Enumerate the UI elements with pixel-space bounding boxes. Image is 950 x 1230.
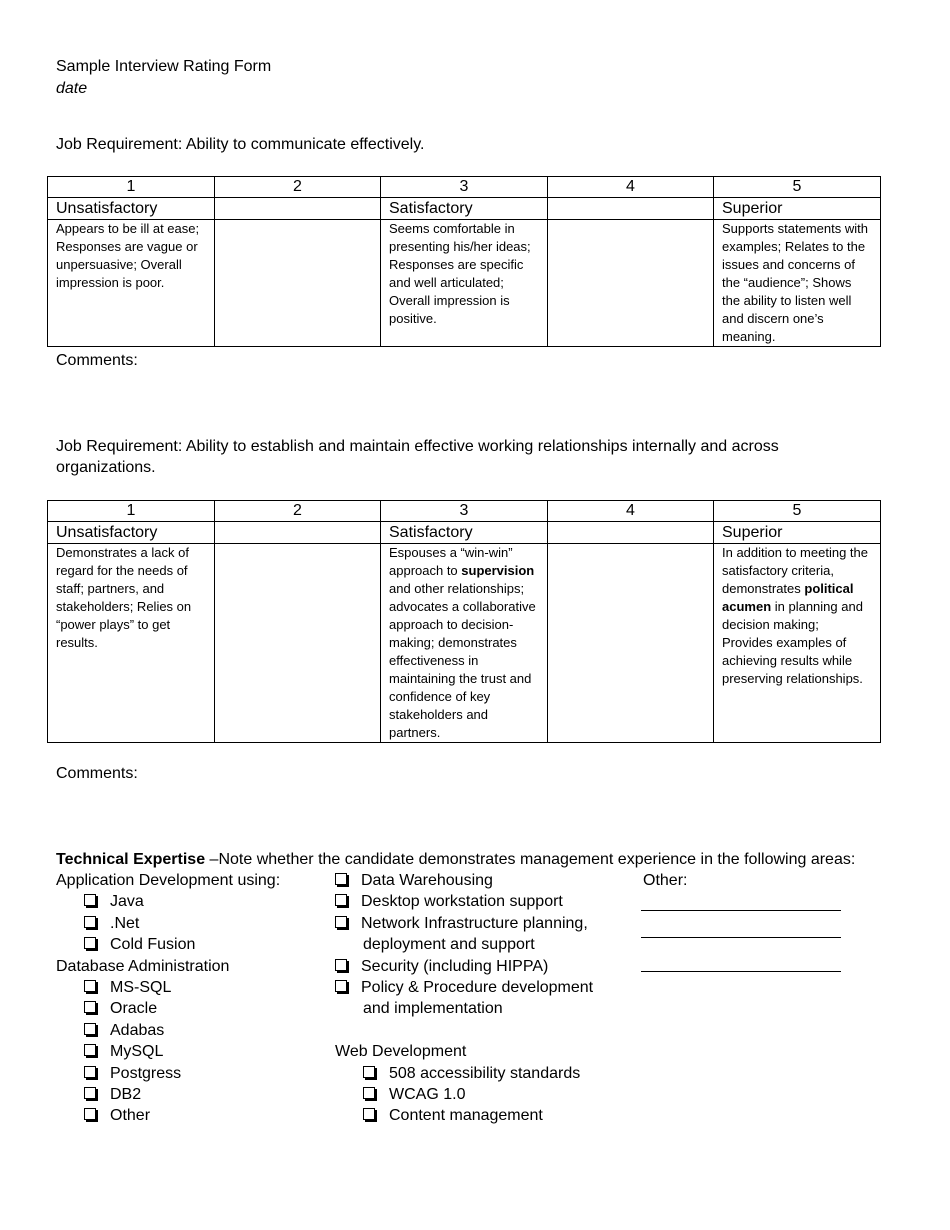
level-unsatisfactory: Unsatisfactory — [48, 198, 215, 220]
checkbox-item-java[interactable] — [56, 891, 280, 912]
checkbox-icon[interactable] — [335, 873, 347, 885]
checkbox-item-postgress[interactable] — [56, 1063, 280, 1084]
checkbox-item-oracle[interactable] — [56, 998, 280, 1019]
checkbox-item-other-db[interactable] — [56, 1105, 280, 1126]
checkbox-label: Postgress — [110, 1064, 182, 1082]
tech-column-1 — [56, 870, 280, 1127]
scale-row — [48, 177, 881, 198]
scale-row — [48, 501, 881, 522]
scale-1[interactable]: 1 — [48, 177, 215, 198]
checkbox-label: 508 accessibility standards — [389, 1064, 581, 1082]
scale-5[interactable]: 5 — [714, 501, 881, 522]
checkbox-label-continued: deployment and support — [363, 936, 535, 954]
checkbox-label: MS-SQL — [110, 978, 172, 996]
web-dev-label: Web Development — [335, 1043, 467, 1061]
other-blank-line-2[interactable] — [641, 937, 841, 938]
level-satisfactory: Satisfactory — [381, 198, 548, 220]
description-row — [48, 544, 881, 743]
desc-text: Espouses a “win-win” approach to — [389, 545, 513, 578]
checkbox-label: .Net — [110, 914, 140, 932]
level-blank-4 — [548, 198, 714, 220]
checkbox-icon[interactable] — [84, 1066, 96, 1078]
desc-bold-text: supervision — [461, 563, 535, 578]
checkbox-item-network[interactable] — [335, 913, 593, 934]
checkbox-item-cold-fusion[interactable] — [56, 934, 280, 955]
desc-satisfactory: Seems comfortable in presenting his/her ideas; Responses are specific and well articulated; Overall impression is positive. — [381, 220, 548, 347]
checkbox-item-data-warehousing[interactable] — [335, 870, 593, 891]
desc-blank-2 — [215, 220, 381, 347]
checkbox-item-wcag[interactable] — [335, 1084, 593, 1105]
desc-unsatisfactory: Demonstrates a lack of regard for the needs of staff; partners, and stakeholders; Relies on “power plays” to get results. — [48, 544, 215, 743]
checkbox-label: Policy & Procedure development — [361, 978, 594, 996]
checkbox-label: Cold Fusion — [110, 936, 196, 954]
checkbox-icon[interactable] — [84, 937, 96, 949]
job-requirement-1: Job Requirement: Ability to communicate effectively. — [56, 136, 425, 153]
scale-2[interactable]: 2 — [215, 501, 381, 522]
rating-table-communication — [47, 176, 881, 347]
desc-unsatisfactory: Appears to be ill at ease; Responses are vague or unpersuasive; Overall impression is poor. — [48, 220, 215, 347]
checkbox-label: Oracle — [110, 1000, 158, 1018]
scale-3[interactable]: 3 — [381, 501, 548, 522]
checkbox-label: WCAG 1.0 — [389, 1085, 466, 1103]
checkbox-icon[interactable] — [84, 1023, 96, 1035]
comments-label-2: Comments: — [56, 765, 138, 782]
form-title: Sample Interview Rating Form — [56, 58, 272, 75]
level-satisfactory: Satisfactory — [381, 522, 548, 544]
desc-superior — [714, 544, 881, 743]
desc-text: and other relationships; advocates a collaborative approach to decision-making; demonstrates effectiveness in maintaining the trust and confidence of key stakeholders and partners. — [389, 581, 536, 740]
checkbox-item-security[interactable] — [335, 956, 593, 977]
checkbox-icon[interactable] — [84, 894, 96, 906]
level-superior: Superior — [714, 198, 881, 220]
checkbox-item-ms-sql[interactable] — [56, 977, 280, 998]
app-dev-label: Application Development using: — [56, 872, 281, 889]
checkbox-label-continued: and implementation — [363, 1000, 503, 1018]
other-blank-line-1[interactable] — [641, 910, 841, 911]
tech-column-3 — [643, 870, 687, 891]
desc-superior: Supports statements with examples; Relates to the issues and concerns of the “audience”; Shows the ability to listen well and discern one’s meaning. — [714, 220, 881, 347]
tech-column-2 — [335, 870, 593, 1127]
technical-expertise-note: –Note whether the candidate demonstrates management experience in the following areas: — [205, 851, 856, 868]
db-admin-label: Database Administration — [56, 957, 230, 975]
desc-blank-2 — [215, 544, 381, 743]
checkbox-icon[interactable] — [84, 1087, 96, 1099]
checkbox-item-db2[interactable] — [56, 1084, 280, 1105]
checkbox-icon[interactable] — [335, 916, 347, 928]
checkbox-icon[interactable] — [335, 894, 347, 906]
checkbox-icon[interactable] — [363, 1066, 375, 1078]
technical-expertise-heading — [56, 849, 855, 870]
checkbox-label: Content management — [389, 1107, 543, 1125]
desc-blank-4 — [548, 220, 714, 347]
checkbox-label: Adabas — [110, 1021, 165, 1039]
other-label: Other: — [643, 872, 688, 889]
scale-1[interactable]: 1 — [48, 501, 215, 522]
desc-bold-text: political acumen — [722, 581, 854, 614]
checkbox-item-508[interactable] — [335, 1063, 593, 1084]
checkbox-item-mysql[interactable] — [56, 1041, 280, 1062]
comments-label-1: Comments: — [56, 352, 138, 369]
technical-expertise-title: Technical Expertise — [56, 851, 206, 868]
checkbox-icon[interactable] — [335, 959, 347, 971]
checkbox-label: Other — [110, 1107, 151, 1125]
checkbox-label: Security (including HIPPA) — [361, 957, 549, 975]
checkbox-icon[interactable] — [335, 980, 347, 992]
form-date: date — [56, 80, 88, 97]
desc-blank-4 — [548, 544, 714, 743]
checkbox-label: Java — [110, 893, 144, 911]
checkbox-icon[interactable] — [84, 980, 96, 992]
checkbox-label: DB2 — [110, 1085, 142, 1103]
other-blank-line-3[interactable] — [641, 971, 841, 972]
checkbox-icon[interactable] — [363, 1087, 375, 1099]
checkbox-label: Network Infrastructure planning, — [361, 914, 588, 932]
level-superior: Superior — [714, 522, 881, 544]
level-row — [48, 522, 881, 544]
rating-table-relationships — [47, 500, 881, 743]
checkbox-icon[interactable] — [84, 1001, 96, 1013]
desc-text: in planning and decision making; Provides examples of achieving results while preserving relationships. — [722, 599, 863, 686]
checkbox-item-adabas[interactable] — [56, 1020, 280, 1041]
description-row — [48, 220, 881, 347]
scale-4[interactable]: 4 — [548, 501, 714, 522]
desc-satisfactory — [381, 544, 548, 743]
checkbox-icon[interactable] — [84, 1044, 96, 1056]
level-blank-4 — [548, 522, 714, 544]
desc-text: In addition to meeting the satisfactory criteria, demonstrates — [722, 545, 868, 596]
level-blank-2 — [215, 198, 381, 220]
checkbox-item-desktop-support[interactable] — [335, 891, 593, 912]
checkbox-icon[interactable] — [363, 1108, 375, 1120]
scale-4[interactable]: 4 — [548, 177, 714, 198]
checkbox-label: Data Warehousing — [361, 872, 493, 889]
checkbox-label: Desktop workstation support — [361, 893, 563, 911]
checkbox-label: MySQL — [110, 1043, 164, 1061]
level-blank-2 — [215, 522, 381, 544]
checkbox-item-dotnet[interactable] — [56, 913, 280, 934]
job-requirement-2: Job Requirement: Ability to establish and maintain effective working relationships internally and across organizations. — [56, 438, 779, 476]
level-row — [48, 198, 881, 220]
spacer — [335, 1020, 593, 1041]
checkbox-item-policy[interactable] — [335, 977, 593, 998]
scale-2[interactable]: 2 — [215, 177, 381, 198]
checkbox-icon[interactable] — [84, 1108, 96, 1120]
level-unsatisfactory: Unsatisfactory — [48, 522, 215, 544]
scale-5[interactable]: 5 — [714, 177, 881, 198]
checkbox-item-content-management[interactable] — [335, 1105, 593, 1126]
checkbox-icon[interactable] — [84, 916, 96, 928]
scale-3[interactable]: 3 — [381, 177, 548, 198]
